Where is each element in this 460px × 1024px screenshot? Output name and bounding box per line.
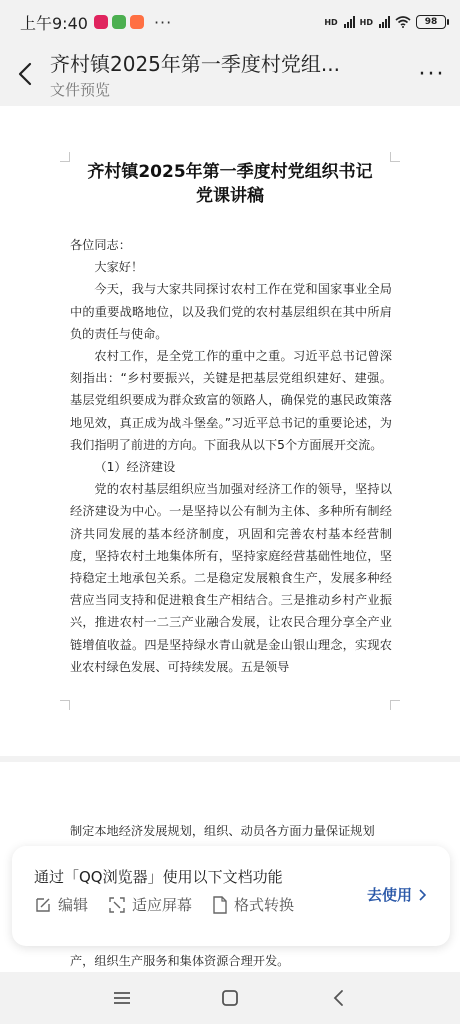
notification-icons <box>94 15 144 29</box>
paragraph: 今天，我与大家共同探讨农村工作在党和国家事业全局中的重要战略地位，以及我们党的农村基层组织在其中所肩负的责任与使命。 <box>70 282 392 341</box>
feature-format-convert-label: 格式转换 <box>234 896 295 914</box>
hd-label: HD <box>324 17 338 27</box>
shop-app-icon <box>130 15 144 29</box>
system-navigation-bar <box>0 972 460 1024</box>
home-square-icon <box>221 989 239 1007</box>
feature-edit-label: 编辑 <box>58 896 89 914</box>
back-chevron-icon <box>332 989 344 1007</box>
menu-icon <box>113 991 131 1005</box>
document-page-1[interactable] <box>0 106 460 756</box>
paragraph: 各位同志： <box>70 238 131 252</box>
feature-fit-screen-label: 适应屏幕 <box>132 896 193 914</box>
page-corner-mark <box>390 152 400 162</box>
paragraph: 农村工作，是全党工作的重中之重。习近平总书记曾深刻指出：“乡村要振兴，关键是把基层党组织建好、建强。基层党组织要成为群众致富的领路人，确保党的惠民政策落地见效，真正成为战斗堡垒。”习近平总书记的重要论述，为我们指明了前进的方向。下面我从以下5个方面展开交流。 <box>70 349 392 452</box>
status-bar <box>0 0 460 44</box>
more-notifications-icon: ··· <box>153 12 173 32</box>
weibo-app-icon <box>94 15 108 29</box>
paragraph: 大家好！ <box>94 260 144 275</box>
go-use-button[interactable] <box>367 884 426 905</box>
document-title-line-2: 党课讲稿 <box>196 186 264 206</box>
hd-label-2: HD <box>359 17 373 27</box>
fit-screen-icon <box>108 896 126 914</box>
qq-browser-promo-card[interactable] <box>12 846 450 946</box>
title-block <box>50 48 404 100</box>
promo-features <box>34 894 294 915</box>
status-indicators <box>324 15 446 29</box>
document-body <box>70 234 392 678</box>
home-button[interactable] <box>215 983 245 1013</box>
back-button[interactable] <box>0 44 50 104</box>
page-2-text-line: 产，组织生产服务和集体资源合理开发。 <box>70 954 290 968</box>
wifi-icon <box>395 16 411 28</box>
back-arrow-icon <box>18 62 32 86</box>
go-use-label: 去使用 <box>366 886 412 904</box>
more-options-button[interactable]: ··· <box>418 61 446 87</box>
paragraph: 党的农村基层组织应当加强对经济工作的领导，坚持以经济建设为中心。一是坚持以公有制为主体、多种所有制经济共同发展的基本经济制度，巩固和完善农村基本经营制度，坚持农村土地集体所有，坚持家庭经营基础性地位，坚持稳定土地承包关系。二是稳定发展粮食生产，发展多种经营应当同支持和促进粮食生产相结合。三是推动乡村产业振兴，推进农村一二三产业融合发展，让农民合理分享全产业链增值收益。四是坚持绿水青山就是金山银山理念，实现农业农村绿色发展、可持续发展。五是领导 <box>70 482 392 674</box>
app-header <box>0 44 460 104</box>
document-title <box>70 160 390 208</box>
feature-format-convert[interactable] <box>212 894 294 915</box>
feature-fit-screen[interactable] <box>108 894 192 915</box>
page-subtitle: 文件预览 <box>50 81 111 99</box>
section-heading: （1）经济建设 <box>94 460 176 475</box>
page-corner-mark <box>60 700 70 710</box>
edit-icon <box>34 896 52 914</box>
signal-icon-2 <box>379 16 390 28</box>
signal-icon <box>344 16 355 28</box>
status-time: 上午9:40 <box>20 13 88 33</box>
system-back-button[interactable] <box>323 983 353 1013</box>
file-convert-icon <box>212 896 228 914</box>
page-title: 齐村镇2025年第一季度村党组... <box>50 52 340 76</box>
battery-icon: 98 <box>416 15 446 29</box>
chevron-right-icon <box>418 889 426 901</box>
promo-title: 通过「QQ浏览器」使用以下文档功能 <box>34 868 283 886</box>
page-2-text-line: 制定本地经济发展规划，组织、动员各方面力量保证规划 <box>70 824 375 838</box>
feature-edit[interactable] <box>34 894 88 915</box>
download-app-icon <box>112 15 126 29</box>
page-corner-mark <box>390 700 400 710</box>
document-title-line-1: 齐村镇2025年第一季度村党组织书记 <box>87 162 373 182</box>
page-corner-mark <box>60 152 70 162</box>
recent-apps-button[interactable] <box>107 983 137 1013</box>
